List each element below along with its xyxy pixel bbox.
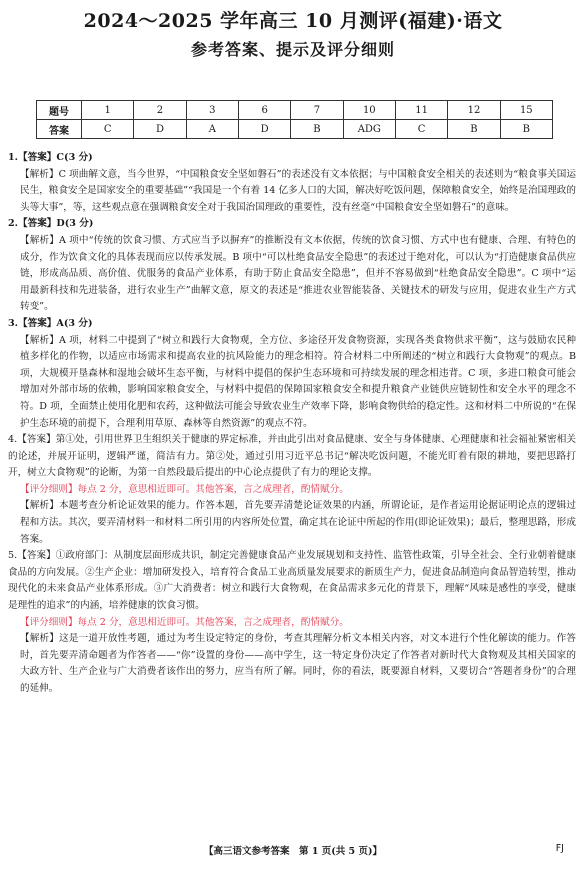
q3-answer: 3.【答案】A(3 分) [8, 317, 93, 329]
answer-cell: D [134, 120, 186, 139]
answer-table [36, 100, 553, 139]
question-cell: 11 [395, 101, 447, 120]
question-cell: 3 [186, 101, 238, 120]
q1-explanation: 【解析】C 项曲解文意，当今世界，“中国粮食安全坚如磐石”的表述没有文本依据；与中国粮食安全相关的表述则为“粮食事关国运民生，粮食安全是国家安全的重要基础”“我国是一个有着 14 亿多人口的大国，解决好吃饭问题，保障粮食安全，始终是治国理政的头等大事”，等，这些观点意在强调粮食安全对于我国治国理政的重要性，没有丝毫“中国粮食安全坚如磐石”的意味。 [20, 168, 576, 213]
q4-scoring: 【评分细则】每点 2 分，意思相近即可。其他答案，言之成理者，酌情赋分。 [20, 483, 349, 495]
page-subtitle: 参考答案、提示及评分细则 [190, 40, 395, 59]
q5-scoring: 【评分细则】每点 2 分，意思相近即可。其他答案，言之成理者，酌情赋分。 [20, 616, 349, 628]
region-code: FJ [555, 843, 564, 854]
row-label-question: 题号 [37, 101, 82, 120]
question-cell: 6 [238, 101, 290, 120]
question-cell: 1 [82, 101, 134, 120]
answer-cell: C [395, 120, 447, 139]
q2-explanation: 【解析】A 项中“传统的饮食习惯、方式应当予以摒弃”的推断没有文本依据，传统的饮食习惯、方式中也有健康、合理、有特色的成分，作为饮食文化的具体表现而应以传承发展。B 项中“可以杜绝食品安全隐患”的表述过于绝对化，可以认为“打造健康食品供应链，形成高品质、高价值、优服务的食品产业体系，有助于防止食品安全隐患”，但并不容易做到“杜绝食品安全隐患”。C 项中“运用最新科技和先进装备，进行农业生产”曲解文意，原文的表述是“推进农业智能装备、关键技术的研发与应用，促进农业生产方式转变”。 [20, 234, 576, 313]
q5-answer: 5.【答案】①政府部门：从制度层面形成共识，制定完善健康食品产业发展规划和支持性、监管性政策，引导全社会、全行业朝着健康食品的方向发展。②生产企业：增加研发投入，培育符合食品工业高质量发展要求的新质生产力，促进食品制造向食品智造转型，推动现代化的未来食品产业体系形成。③广大消费者：树立和践行大食物观，在食品需求多元化的背景下，理解“风味是感性的享受，健康是理性的追求”的内涵，培养健康的饮食习惯。 [8, 550, 576, 612]
question-cell: 10 [343, 101, 395, 120]
row-label-answer: 答案 [37, 120, 82, 139]
q1-answer: 1.【答案】C(3 分) [8, 152, 93, 163]
question-cell: 7 [291, 101, 343, 120]
q3-explanation: 【解析】A 项，材料二中提到了“树立和践行大食物观，全方位、多途径开发食物资源，实现各类食物供求平衡”，这与鼓励农民种植多样化的作物，以适应市场需求和提高农业的抗风险能力的理念相符。符合材料二中所阐述的“树立和践行大食物观”的观点。B 项，大规模开垦森林和湿地会破坏生态平衡，与材料中提倡的保护生态环境和可持续发展的理念相违背。C 项，多进口粮食可能会增加对外部市场的依赖，影响国家粮食安全，与材料中提倡的保障国家粮食安全和提升粮食产业链供应链韧性和安全水平的理念不符。D 项，全面禁止使用化肥和农药，这种做法可能会导致农业生产效率下降，影响食物供给的稳定性。这和材料二中所说的“在保护生态环境的前提下，合理利用草原、森林等自然资源”的观点不符。 [20, 334, 576, 429]
q2-answer: 2.【答案】D(3 分) [8, 218, 94, 230]
page-footer: 【高三语文参考答案 第 1 页(共 5 页)】 [204, 846, 382, 857]
question-number-row [37, 101, 553, 120]
page-title: 2024～2025 学年高三 10 月测评(福建)·语文 [83, 10, 503, 32]
question-cell: 15 [500, 101, 552, 120]
answer-cell: D [238, 120, 290, 139]
answer-cell: B [500, 120, 552, 139]
answer-row [37, 120, 553, 139]
q4-answer: 4.【答案】第①处，引用世界卫生组织关于健康的界定标准，并由此引出对食品健康、安全与身体健康、心理健康和社会福祉紧密相关的论述，并展开证明，逻辑严谨，简洁有力。第②处，通过引用习近平总书记“解决吃饭问题，不能光盯着有限的耕地，要把思路打开，树立大食物观”的论断，为第一自然段最后提出的中心论点提供了有力的理论支撑。 [8, 434, 576, 479]
question-cell: 2 [134, 101, 186, 120]
answer-cell: B [448, 120, 500, 139]
q5-explanation: 【解析】这是一道开放性考题，通过为考生设定特定的身份，考查其理解分析文本相关内容，对文本进行个性化解读的能力。作答时，首先要弄清命题者为作答者——“你”设置的身份——高中学生，这一特定身份决定了作答者对新时代大食物观及其相关国家的大政方针、生产企业与广大消费者该作出的努力，应当有所了解。同时，你的看法，既要源自材料，又要切合“答题者身份”的合理的延伸。 [20, 633, 576, 694]
answer-cell: B [291, 120, 343, 139]
answer-cell: C [82, 120, 134, 139]
answer-cell: A [186, 120, 238, 139]
answer-body [8, 150, 576, 698]
question-cell: 12 [448, 101, 500, 120]
q4-explanation: 【解析】本题考查分析论证效果的能力。作答本题，首先要弄清楚论证效果的内涵，所谓论证，是作者运用论据证明论点的逻辑过程和方法。其次，要弄清材料一和材料二所引用的内容所处位置，确定其在论证中所起的作用(即论证效果)；最后，整理思路，形成答案。 [20, 500, 576, 545]
answer-cell: ADG [343, 120, 395, 139]
